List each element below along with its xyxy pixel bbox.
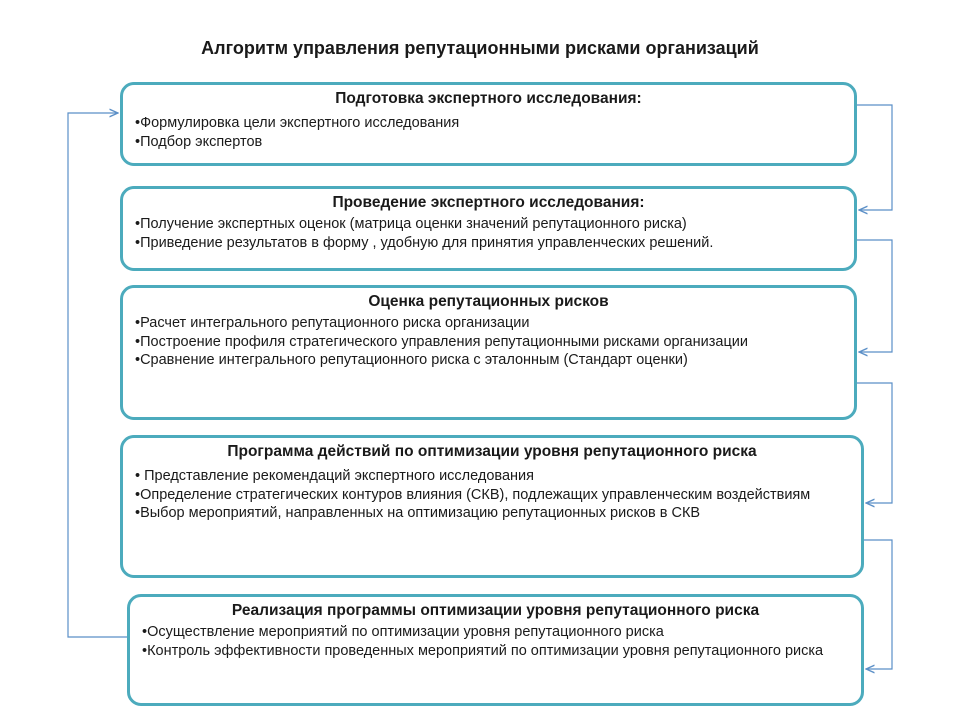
step-bullet: • Получение экспертных оценок (матрица оценки значений репутационного риска) [135,215,842,234]
arrow-step2-to-step3 [857,240,892,352]
step-bullet: • Сравнение интегрального репутационного риска с эталонным (Стандарт оценки) [135,351,842,370]
step-bullet: • Построение профиля стратегического управления репутационными рисками организации [135,333,842,352]
arrow-feedback-loop [68,113,127,637]
step-bullet: • Определение стратегических контуров влияния (СКВ), подлежащих управленческим воздействиям [135,486,849,505]
diagram-title: Алгоритм управления репутационными рисками организаций [201,38,759,58]
step-bullet: • Осуществление мероприятий по оптимизации уровня репутационного риска [142,623,849,642]
step-bullet: • Представление рекомендаций экспертного исследования [135,467,849,486]
step-bullet: • Приведение результатов в форму , удобную для принятия управленческих решений. [135,234,842,253]
step-bullet: • Подбор экспертов [135,133,842,152]
step-bullet: • Расчет интегрального репутационного риска организации [135,314,842,333]
step-heading: Подготовка экспертного исследования: [335,90,642,107]
arrow-step3-to-step4 [857,383,892,503]
arrow-step1-to-step2 [857,105,892,210]
step-bullet: • Выбор мероприятий, направленных на оптимизацию репутационных рисков в СКВ [135,504,849,523]
step-heading: Программа действий по оптимизации уровня репутационного риска [227,443,757,460]
arrow-step4-to-step5 [864,540,892,669]
step-heading: Реализация программы оптимизации уровня репутационного риска [231,602,760,619]
step-bullet: • Формулировка цели экспертного исследования [135,114,842,133]
step-heading: Оценка репутационных рисков [368,293,609,310]
step-bullet: • Контроль эффективности проведенных мероприятий по оптимизации уровня репутационного риска [142,642,849,661]
step-heading: Проведение экспертного исследования: [332,194,645,211]
